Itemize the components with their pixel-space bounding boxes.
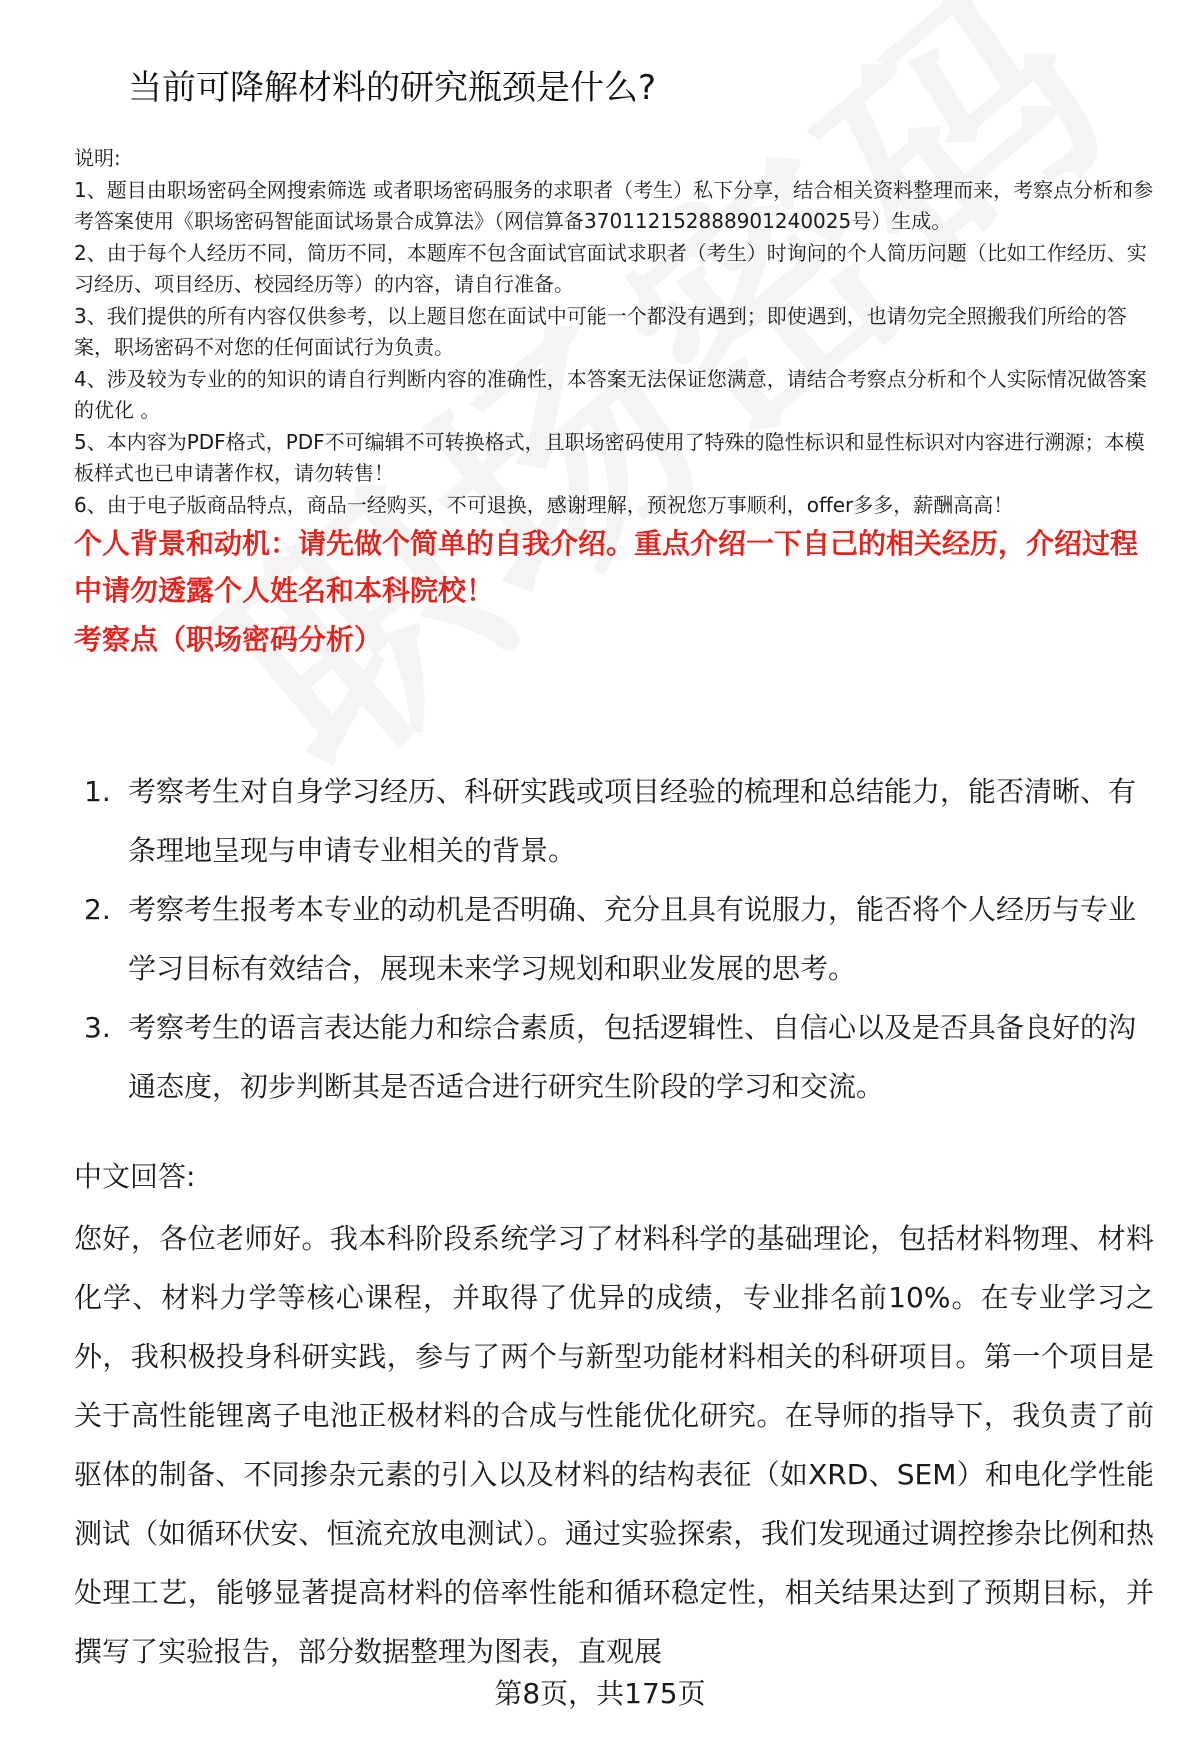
question-heading: 个人背景和动机：请先做个简单的自我介绍。重点介绍一下自己的相关经历，介绍过程中请勿透露个人姓名和本科院校！ [74, 527, 1139, 607]
point-text: 考察考生的语言表达能力和综合素质，包括逻辑性、自信心以及是否具备良好的沟通态度，初步判断其是否适合进行研究生阶段的学习和交流。 [128, 1011, 1137, 1103]
page-footer: 第8页，共175页 [494, 1677, 706, 1710]
notes-block [74, 143, 1160, 521]
note-item: 2、由于每个人经历不同，简历不同，本题库不包含面试官面试求职者（考生）时询问的个人简历问题（比如工作经历、实习经历、项目经历、校园经历等）的内容，请自行准备。 [74, 240, 1147, 296]
page-title: 当前可降解材料的研究瓶颈是什么? [128, 68, 657, 108]
point-number: 1. [84, 775, 111, 808]
point-item [74, 998, 1160, 1116]
point-item [74, 880, 1160, 998]
note-item: 6、由于电子版商品特点，商品一经购买，不可退换，感谢理解，预祝您万事顺利，offer多多，薪酬高高！ [74, 492, 1014, 517]
points-heading: 考察点（职场密码分析） [74, 623, 383, 656]
answer-label: 中文回答: [74, 1160, 196, 1193]
note-item: 1、题目由职场密码全网搜索筛选 或者职场密码服务的求职者（考生）私下分享，结合相关资料整理而来，考察点分析和参考答案使用《职场密码智能面试场景合成算法》（网信算备370112152888901240025号）生成。 [74, 177, 1154, 233]
notes-label: 说明: [74, 146, 121, 170]
point-number: 3. [84, 1011, 111, 1044]
note-item: 5、本内容为PDF格式，PDF不可编辑不可转换格式，且职场密码使用了特殊的隐性标识和显性标识对内容进行溯源；本模板样式也已申请著作权，请勿转售！ [74, 429, 1145, 485]
answer-body: 您好，各位老师好。我本科阶段系统学习了材料科学的基础理论，包括材料物理、材料化学、材料力学等核心课程，并取得了优异的成绩，专业排名前10%。在专业学习之外，我积极投身科研实践，参与了两个与新型功能材料相关的科研项目。第一个项目是关于高性能锂离子电池正极材料的合成与性能优化研究。在导师的指导下，我负责了前驱体的制备、不同掺杂元素的引入以及材料的结构表征（如XRD、SEM）和电化学性能测试（如循环伏安、恒流充放电测试）。通过实验探索，我们发现通过调控掺杂比例和热处理工艺，能够显著提高材料的倍率性能和循环稳定性，相关结果达到了预期目标，并撰写了实验报告，部分数据整理为图表，直观展 [74, 1222, 1154, 1668]
point-text: 考察考生对自身学习经历、科研实践或项目经验的梳理和总结能力，能否清晰、有条理地呈现与申请专业相关的背景。 [128, 775, 1137, 867]
points-list [74, 762, 1160, 1116]
point-item [74, 762, 1160, 880]
note-item: 3、我们提供的所有内容仅供参考，以上题目您在面试中可能一个都没有遇到；即使遇到，也请勿完全照搬我们所给的答案，职场密码不对您的任何面试行为负责。 [74, 303, 1127, 359]
point-number: 2. [84, 893, 111, 926]
point-text: 考察考生报考本专业的动机是否明确、充分且具有说服力，能否将个人经历与专业学习目标有效结合，展现未来学习规划和职业发展的思考。 [128, 893, 1137, 985]
note-item: 4、涉及较为专业的的知识的请自行判断内容的准确性，本答案无法保证您满意，请结合考察点分析和个人实际情况做答案的优化 。 [74, 366, 1147, 422]
